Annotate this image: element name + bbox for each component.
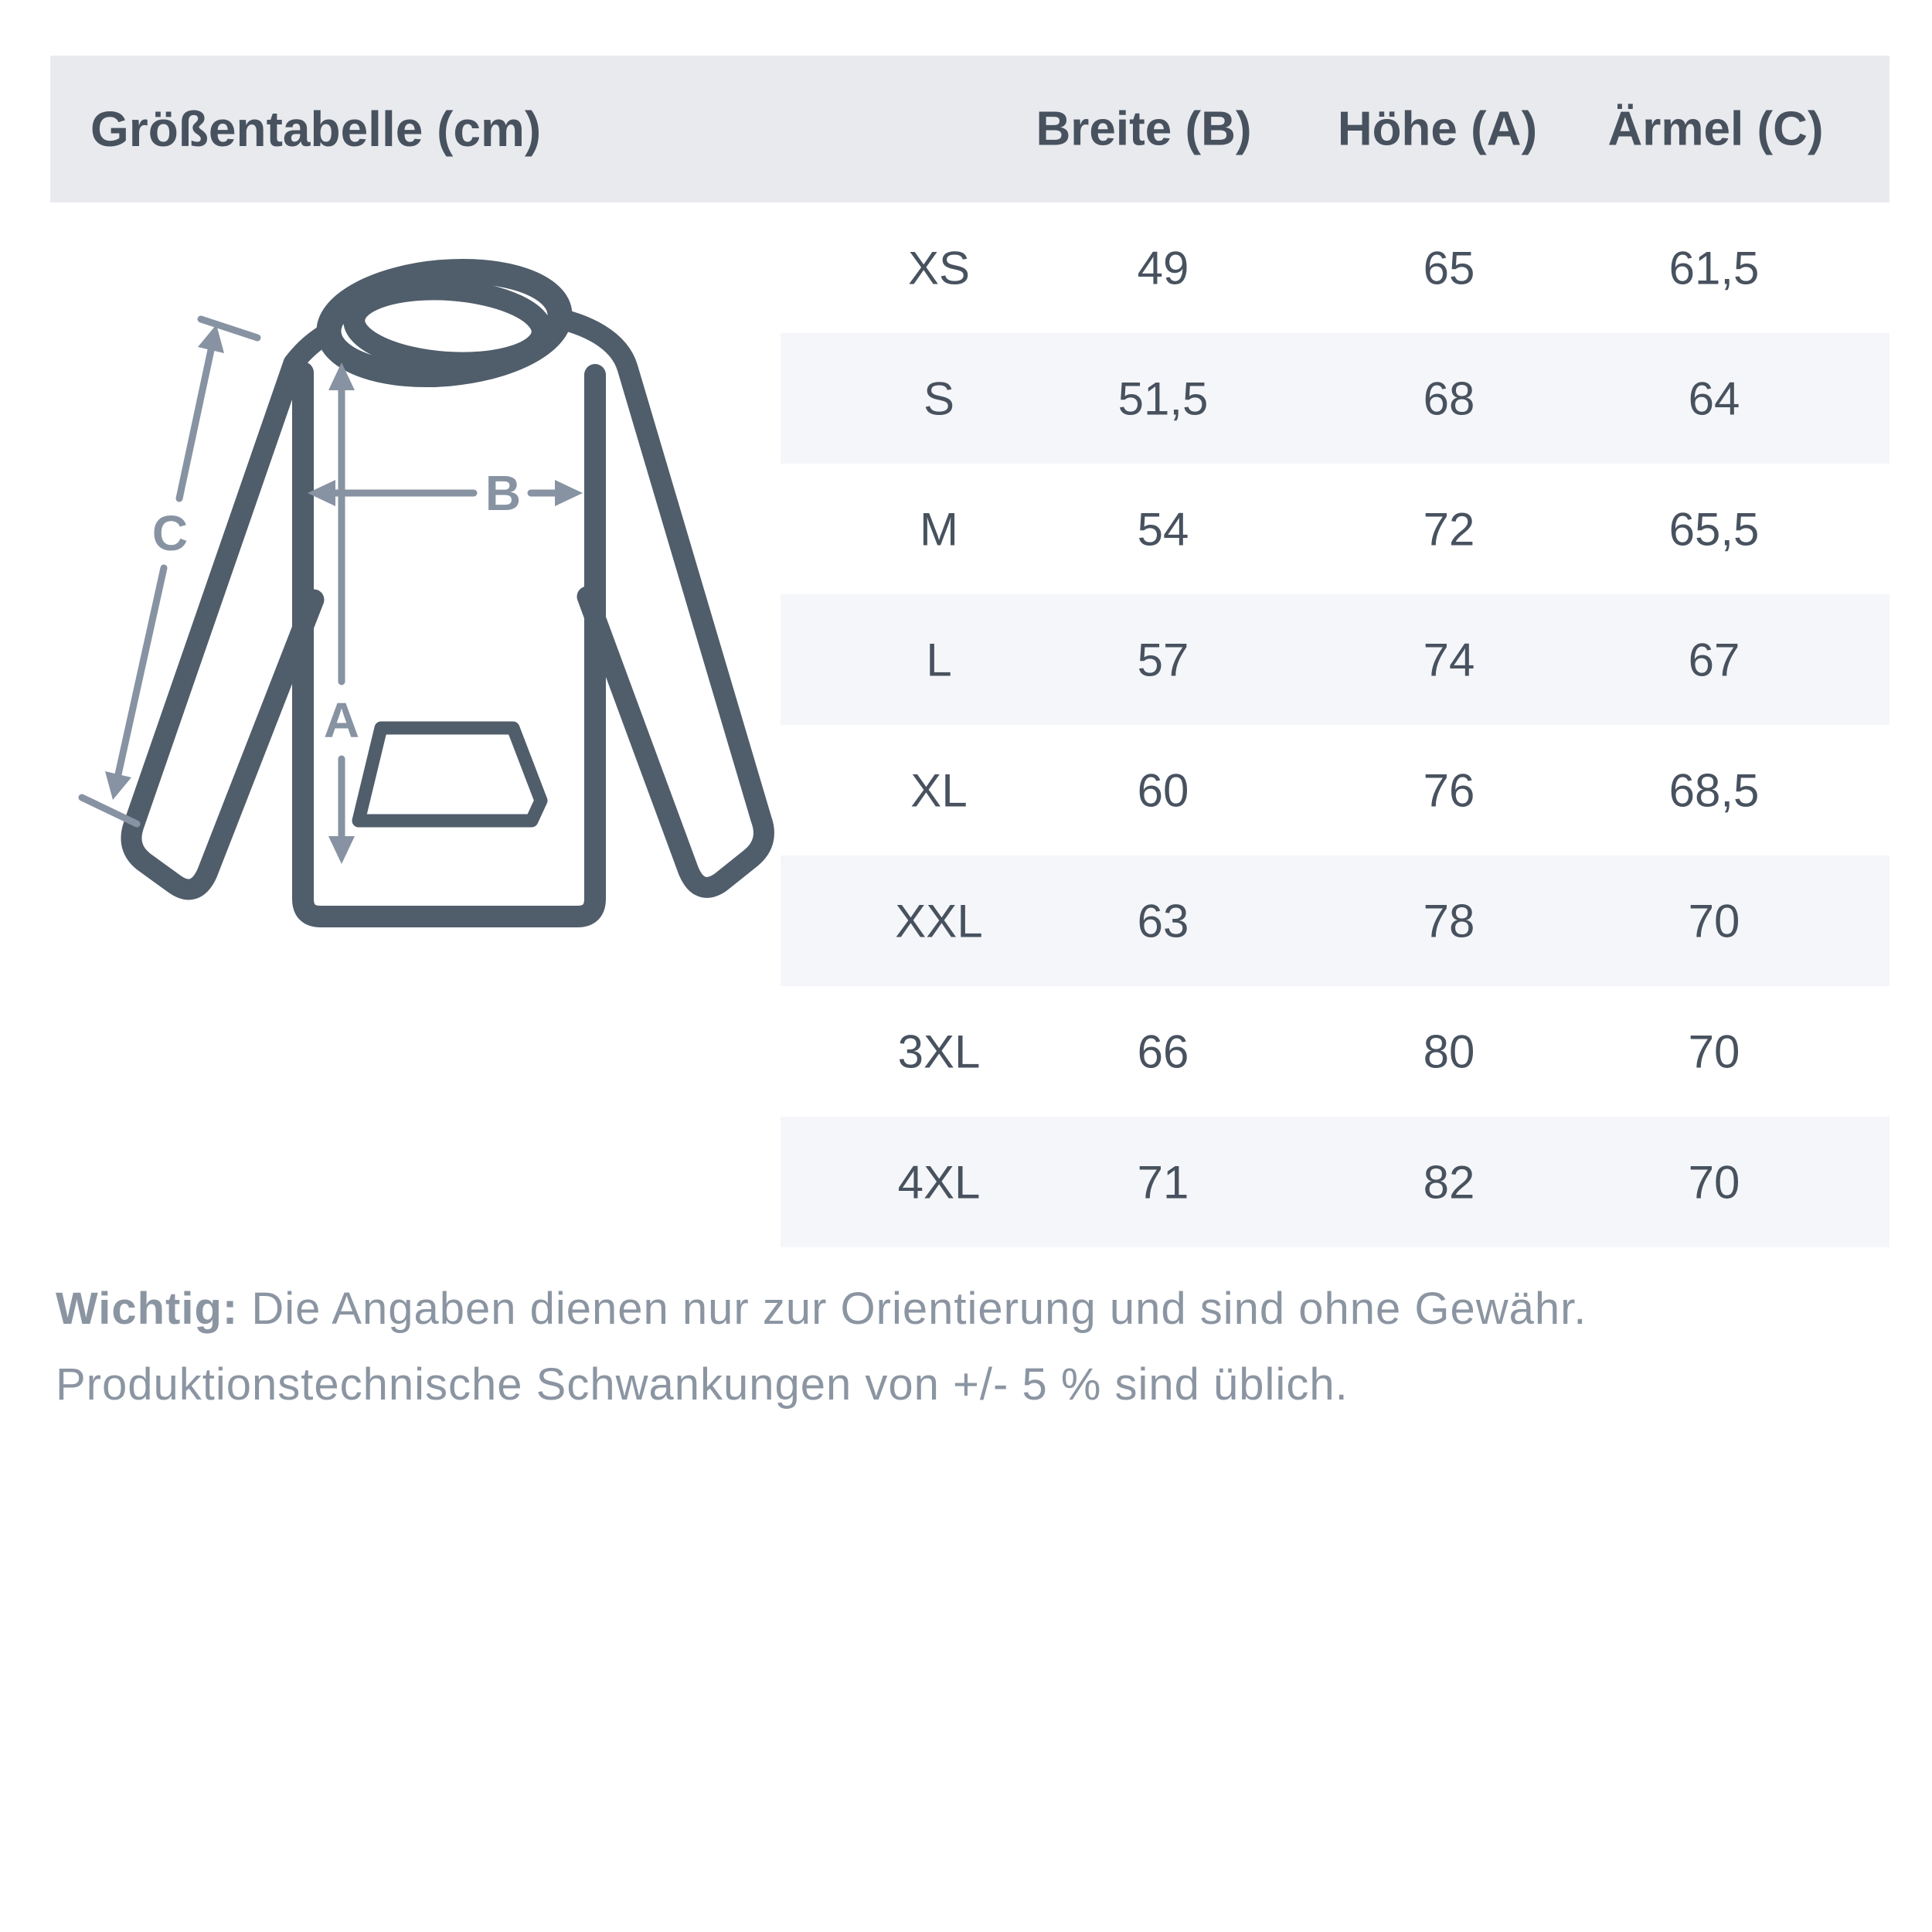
cell-breite: 57 <box>1137 634 1189 685</box>
hoodie-diagram <box>46 209 781 943</box>
cell-hoehe: 80 <box>1423 1026 1475 1077</box>
cell-hoehe: 78 <box>1423 895 1475 947</box>
cell-size: 3XL <box>897 1026 981 1077</box>
cell-aermel: 68,5 <box>1668 764 1760 816</box>
disclaimer-note <box>56 1271 1879 1423</box>
cell-size: XS <box>907 242 971 294</box>
label-a: A <box>323 692 360 748</box>
table-row <box>781 464 1889 594</box>
table-row <box>781 594 1889 725</box>
table-row <box>781 333 1889 464</box>
disclaimer-line-2: Produktionstechnische Schwankungen von +/- 5 % sind üblich. <box>56 1359 1349 1410</box>
disclaimer-bold: Wichtig: <box>56 1284 239 1334</box>
disclaimer-text-1: Die Angaben dienen nur zur Orientierung und sind ohne Gewähr. <box>238 1284 1587 1334</box>
cell-aermel: 70 <box>1688 1156 1740 1208</box>
cell-breite: 71 <box>1137 1156 1189 1208</box>
page-title: Größentabelle (cm) <box>90 101 542 157</box>
label-c: C <box>151 505 189 561</box>
table-row <box>781 855 1889 986</box>
cell-size: XXL <box>895 895 983 947</box>
cell-breite: 54 <box>1137 503 1189 555</box>
label-b: B <box>485 465 522 521</box>
table-row <box>781 986 1889 1117</box>
cell-size: M <box>920 503 958 555</box>
cell-size: 4XL <box>897 1156 981 1208</box>
height-arrow-icon <box>328 362 355 864</box>
cell-aermel: 65,5 <box>1668 503 1760 555</box>
cell-hoehe: 74 <box>1423 634 1475 685</box>
cell-size: L <box>926 634 952 685</box>
cell-hoehe: 82 <box>1423 1156 1475 1208</box>
table-row <box>781 1117 1889 1247</box>
size-table-rows <box>781 202 1889 1247</box>
cell-aermel: 67 <box>1688 634 1740 685</box>
cell-size: XL <box>910 764 968 816</box>
pocket-icon <box>359 728 541 821</box>
cell-aermel: 70 <box>1688 1026 1740 1077</box>
cell-breite: 49 <box>1137 242 1189 294</box>
size-table-header <box>50 56 1889 202</box>
hood-icon <box>325 262 564 384</box>
cell-breite: 60 <box>1137 764 1189 816</box>
cell-aermel: 64 <box>1688 372 1740 424</box>
width-arrow-icon <box>308 480 583 506</box>
column-header-breite: Breite (B) <box>1036 102 1252 156</box>
cell-aermel: 61,5 <box>1668 242 1760 294</box>
table-row <box>781 725 1889 855</box>
hoodie-outline-icon <box>131 262 764 917</box>
cell-hoehe: 68 <box>1423 372 1475 424</box>
cell-aermel: 70 <box>1688 895 1740 947</box>
column-header-aermel: Ärmel (C) <box>1607 102 1824 156</box>
cell-hoehe: 65 <box>1423 242 1475 294</box>
cell-size: S <box>923 372 955 424</box>
cell-hoehe: 72 <box>1423 503 1475 555</box>
cell-hoehe: 76 <box>1423 764 1475 816</box>
cell-breite: 66 <box>1137 1026 1189 1077</box>
cell-breite: 51,5 <box>1117 372 1209 424</box>
cell-breite: 63 <box>1137 895 1189 947</box>
disclaimer-line-1 <box>56 1271 1879 1347</box>
table-row <box>781 202 1889 333</box>
column-header-hoehe: Höhe (A) <box>1337 102 1538 156</box>
